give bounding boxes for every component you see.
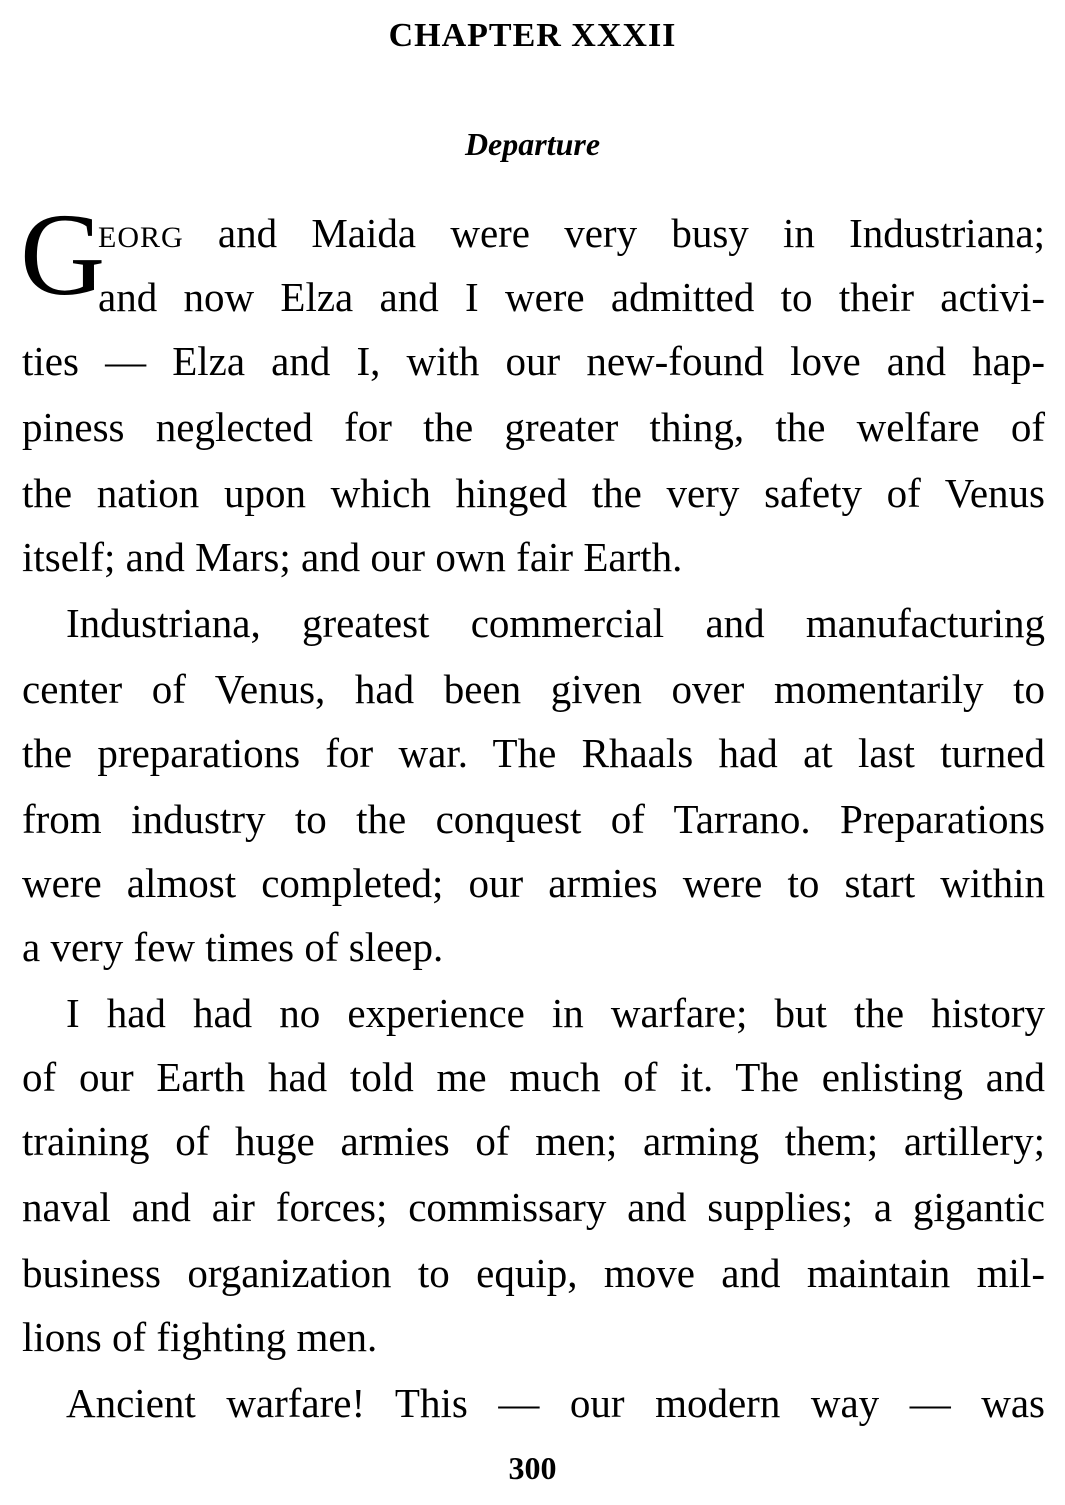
page-number: 300 [508,1450,557,1486]
chapter-title: Departure [464,126,601,162]
text-line: I had had no experience in warfare; but the history [66,990,1045,1036]
text-line: a very few times of sleep. [22,924,444,970]
text-line [98,208,1045,258]
text-line: the preparations for war. The Rhaals had at last turned [22,730,1045,776]
text-line: Industriana, greatest commercial and manufacturing [66,600,1045,646]
text-line: center of Venus, had been given over momentarily to [22,666,1045,712]
text-line: of our Earth had told me much of it. The enlisting and [22,1054,1045,1100]
text-line: training of huge armies of men; arming them; artillery; [22,1118,1045,1164]
small-caps-word: EORG [98,221,184,254]
text-line: from industry to the conquest of Tarrano. Preparations [22,796,1045,842]
text-line: naval and air forces; commissary and supplies; a gigantic [22,1184,1045,1230]
text-line: and now Elza and I were admitted to their activi- [98,274,1045,320]
text-line: were almost completed; our armies were to start within [22,860,1045,906]
text-line: Ancient warfare! This — our modern way — was [66,1380,1045,1426]
text-line: lions of fighting men. [22,1314,378,1360]
text-line: the nation upon which hinged the very safety of Venus [22,470,1045,516]
line-text: and Maida were very busy in Industriana; [183,210,1045,256]
chapter-heading: CHAPTER XXXII [388,17,677,54]
text-line: itself; and Mars; and our own fair Earth. [22,534,683,580]
drop-cap-letter: G [20,189,106,320]
text-line: business organization to equip, move and maintain mil- [22,1250,1045,1296]
text-line: piness neglected for the greater thing, the welfare of [22,404,1045,450]
text-line: ties — Elza and I, with our new-found love and hap- [22,338,1045,384]
